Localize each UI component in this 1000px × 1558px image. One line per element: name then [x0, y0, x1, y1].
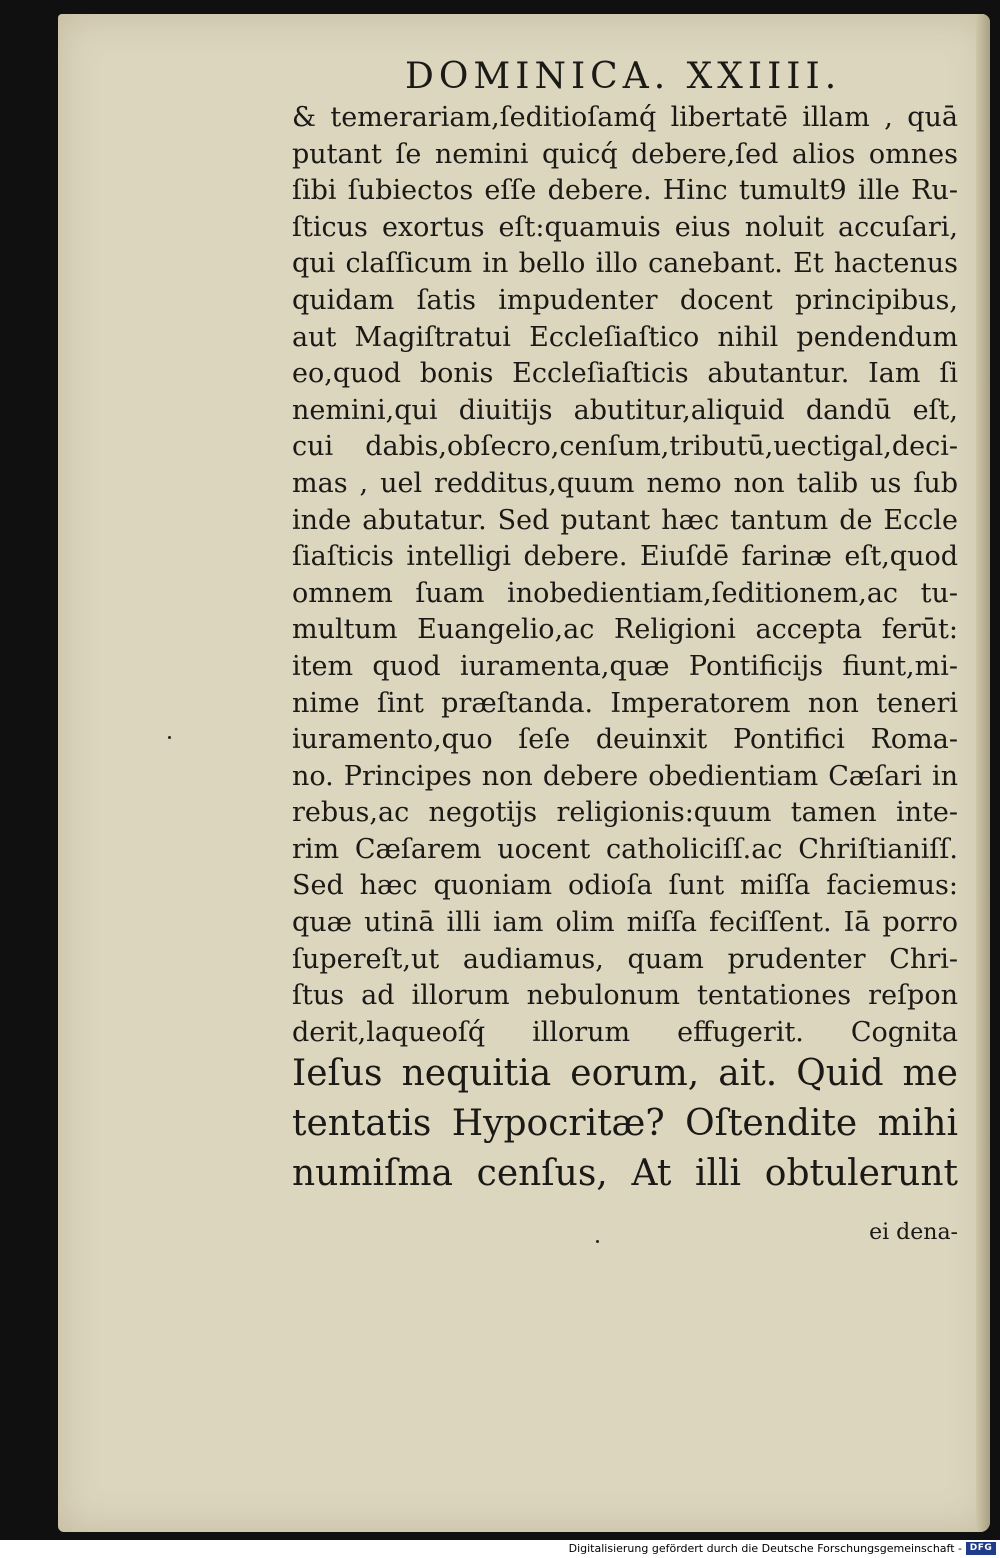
footer-credit: Digitalisierung gefördert durch die Deutsche Forschungsgemeinschaft -: [568, 1542, 962, 1555]
scripture-line: tentatis Hypocritæ? Oſtendite mihi: [292, 1103, 958, 1145]
paper-speck: [168, 736, 171, 739]
text-line: Sed hæc quoniam odioſa ſunt miſſa faciemus:: [292, 870, 958, 902]
text-line: rim Cæſarem uocent catholiciſſ.ac Chriſtianiſſ.: [292, 833, 958, 865]
text-line: rebus,ac negotijs religionis:quum tamen inte-: [292, 797, 958, 829]
paper-speck: [596, 1240, 599, 1243]
page-edge: [976, 14, 990, 1532]
text-line: & temerariam,ſeditioſamq́ libertatē illam , quā: [292, 102, 958, 133]
dfg-logo: DFG: [966, 1542, 996, 1555]
text-line: no. Principes non debere obedientiam Cæſari in: [292, 760, 958, 792]
text-line: derit,laqueoſq́ illorum effugerit. Cognita: [292, 1016, 958, 1048]
text-line: ſtus ad illorum nebulonum tentationes reſpon: [292, 980, 958, 1012]
text-line: omnem ſuam inobedientiam,ſeditionem,ac tu-: [292, 577, 958, 609]
scripture-line: Ieſus nequitia eorum, ait. Quid me: [292, 1053, 958, 1095]
text-line: qui claſſicum in bello illo canebant. Et hactenus: [292, 248, 958, 280]
scripture-line: numiſma cenſus, At illi obtulerunt: [292, 1153, 958, 1195]
text-line: ſticus exortus eſt:quamuis eius noluit accuſari,: [292, 211, 958, 243]
text-line: item quod iuramenta,quæ Pontificijs fiunt,mi-: [292, 650, 958, 682]
text-line: nemini,qui diuitijs abutitur,aliquid dandū eſt,: [292, 394, 958, 426]
catchword: ei dena-: [869, 1220, 958, 1245]
text-line: ſupereſt,ut audiamus, quam prudenter Chri-: [292, 943, 958, 975]
text-line: putant ſe nemini quicq́ debere,ſed alios omnes: [292, 138, 958, 170]
text-line: mas , uel redditus,quum nemo non talib us ſub: [292, 467, 958, 499]
running-head: DOMINICA. XXIIII.: [405, 56, 842, 97]
text-line: cui dabis,obſecro,cenſum,tributū,uectigal,deci-: [292, 431, 958, 463]
body-text: [292, 100, 958, 1199]
text-line: nime ſint præſtanda. Imperatorem non teneri: [292, 687, 958, 719]
text-line: multum Euangelio,ac Religioni accepta ferūt:: [292, 614, 958, 646]
text-line: iuramento,quo ſeſe deuinxit Pontifici Roma-: [292, 724, 958, 756]
text-line: ſibi ſubiectos eſſe debere. Hinc tumult9 ille Ru-: [292, 175, 958, 207]
text-line: inde abutatur. Sed putant hæc tantum de Eccle: [292, 504, 958, 536]
text-line: aut Magiſtratui Eccleſiaſtico nihil pendendum: [292, 321, 958, 353]
text-line: eo,quod bonis Eccleſiaſticis abutantur. Iam ſi: [292, 358, 958, 390]
text-line: ſiaſticis intelligi debere. Eiuſdē farinæ eſt,quod: [292, 541, 958, 573]
text-line: quidam ſatis impudenter docent principibus,: [292, 284, 958, 316]
text-line: quæ utinā illi iam olim miſſa feciſſent. Iā porro: [292, 907, 958, 939]
